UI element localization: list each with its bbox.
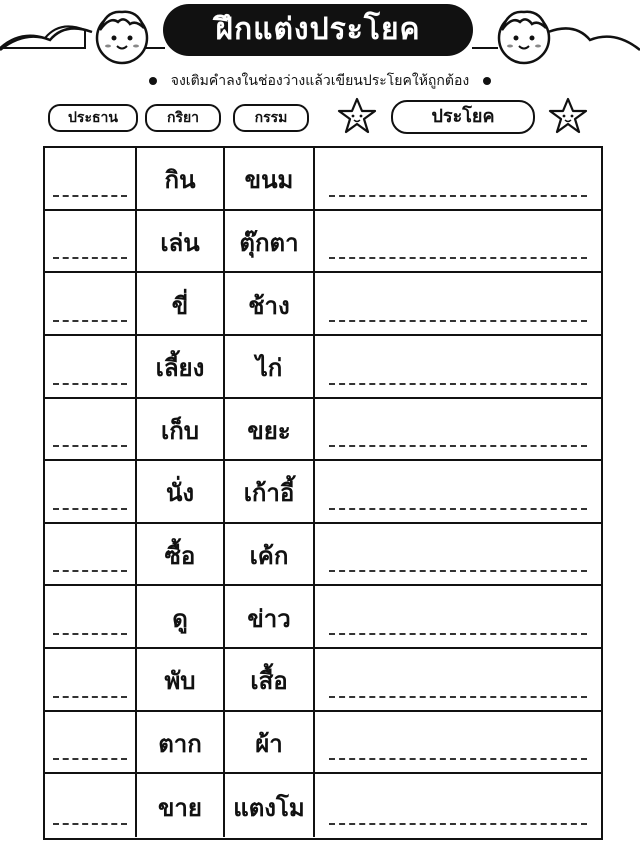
verb-word: ขี่	[171, 291, 189, 320]
label-sentence: ประโยค	[391, 100, 535, 134]
verb-cell	[137, 148, 225, 209]
blank-line	[53, 570, 127, 572]
blank-line	[53, 445, 127, 447]
sentence-cell[interactable]	[315, 211, 601, 272]
subject-cell[interactable]	[45, 524, 137, 585]
blank-line	[329, 570, 587, 572]
verb-cell	[137, 211, 225, 272]
sentence-cell[interactable]	[315, 524, 601, 585]
verb-cell	[137, 336, 225, 397]
object-word: แตงโม	[233, 793, 305, 822]
cartoon-face-icon	[494, 6, 554, 66]
verb-word: เก็บ	[161, 416, 199, 445]
object-word: ขนม	[244, 166, 294, 195]
subject-cell[interactable]	[45, 148, 137, 209]
verb-cell	[137, 712, 225, 773]
verb-word: ตาก	[158, 729, 202, 758]
verb-word: กิน	[164, 166, 196, 195]
blank-line	[329, 633, 587, 635]
blank-line	[329, 445, 587, 447]
table-row	[45, 399, 601, 462]
label-object: กรรม	[233, 104, 309, 132]
table-row	[45, 336, 601, 399]
object-word: ข่าว	[247, 604, 291, 633]
object-word: ไก่	[255, 354, 283, 383]
object-word: เสื้อ	[250, 667, 288, 696]
sentence-cell[interactable]	[315, 336, 601, 397]
table-row	[45, 148, 601, 211]
blank-line	[53, 758, 127, 760]
verb-cell	[137, 399, 225, 460]
object-cell	[225, 211, 315, 272]
table-row	[45, 273, 601, 336]
verb-word: นั่ง	[165, 479, 195, 508]
sentence-cell[interactable]	[315, 774, 601, 837]
label-subject: ประธาน	[48, 104, 138, 132]
verb-word: ซื้อ	[164, 541, 196, 570]
sentence-cell[interactable]	[315, 461, 601, 522]
instruction-line	[0, 72, 640, 90]
blank-line	[53, 195, 127, 197]
blank-line	[329, 508, 587, 510]
blank-line	[53, 633, 127, 635]
table-row	[45, 586, 601, 649]
subject-cell[interactable]	[45, 461, 137, 522]
table-row	[45, 712, 601, 775]
blank-line	[53, 508, 127, 510]
verb-cell	[137, 273, 225, 334]
instruction-text: จงเติมคำลงในช่องว่างแล้วเขียนประโยคให้ถูกต้อง	[170, 73, 470, 89]
subject-cell[interactable]	[45, 774, 137, 837]
object-cell	[225, 649, 315, 710]
label-verb: กริยา	[145, 104, 221, 132]
cartoon-face-icon	[92, 6, 152, 66]
subject-cell[interactable]	[45, 586, 137, 647]
sentence-cell[interactable]	[315, 399, 601, 460]
table-row	[45, 211, 601, 274]
smiling-star-icon	[548, 96, 588, 136]
subject-cell[interactable]	[45, 399, 137, 460]
blank-line	[329, 257, 587, 259]
bullet-dot-icon	[149, 77, 157, 85]
verb-cell	[137, 586, 225, 647]
blank-line	[53, 696, 127, 698]
object-word: ขยะ	[247, 416, 291, 445]
blank-line	[329, 696, 587, 698]
object-word: ผ้า	[255, 729, 283, 758]
verb-word: เลี้ยง	[155, 354, 205, 383]
bullet-dot-icon	[483, 77, 491, 85]
object-word: ช้าง	[248, 291, 290, 320]
verb-word: ดู	[172, 604, 188, 633]
sentence-cell[interactable]	[315, 148, 601, 209]
blank-line	[53, 257, 127, 259]
sentence-cell[interactable]	[315, 649, 601, 710]
verb-word: พับ	[164, 667, 196, 696]
object-cell	[225, 524, 315, 585]
table-row	[45, 461, 601, 524]
blank-line	[329, 758, 587, 760]
table-row	[45, 774, 601, 837]
subject-cell[interactable]	[45, 712, 137, 773]
blank-line	[329, 195, 587, 197]
blank-line	[53, 823, 127, 825]
subject-cell[interactable]	[45, 273, 137, 334]
object-word: เก้าอี้	[243, 479, 295, 508]
object-cell	[225, 774, 315, 837]
object-cell	[225, 399, 315, 460]
sentence-cell[interactable]	[315, 712, 601, 773]
blank-line	[53, 320, 127, 322]
object-cell	[225, 148, 315, 209]
page-title: ฝึกแต่งประโยค	[163, 4, 473, 56]
verb-cell	[137, 649, 225, 710]
verb-cell	[137, 524, 225, 585]
verb-word: เล่น	[160, 228, 200, 257]
object-cell	[225, 273, 315, 334]
sentence-cell[interactable]	[315, 273, 601, 334]
blank-line	[53, 383, 127, 385]
blank-line	[329, 320, 587, 322]
verb-cell	[137, 461, 225, 522]
blank-line	[329, 383, 587, 385]
object-cell	[225, 461, 315, 522]
table-row	[45, 649, 601, 712]
verb-cell	[137, 774, 225, 837]
subject-cell[interactable]	[45, 336, 137, 397]
subject-cell[interactable]	[45, 649, 137, 710]
smiling-star-icon	[337, 96, 377, 136]
object-word: ตุ๊กตา	[239, 228, 299, 257]
table-row	[45, 524, 601, 587]
blank-line	[329, 823, 587, 825]
object-cell	[225, 336, 315, 397]
subject-cell[interactable]	[45, 211, 137, 272]
sentence-cell[interactable]	[315, 586, 601, 647]
worksheet-table	[43, 146, 603, 840]
object-cell	[225, 586, 315, 647]
object-cell	[225, 712, 315, 773]
object-word: เค้ก	[249, 541, 289, 570]
verb-word: ขาย	[158, 793, 202, 822]
